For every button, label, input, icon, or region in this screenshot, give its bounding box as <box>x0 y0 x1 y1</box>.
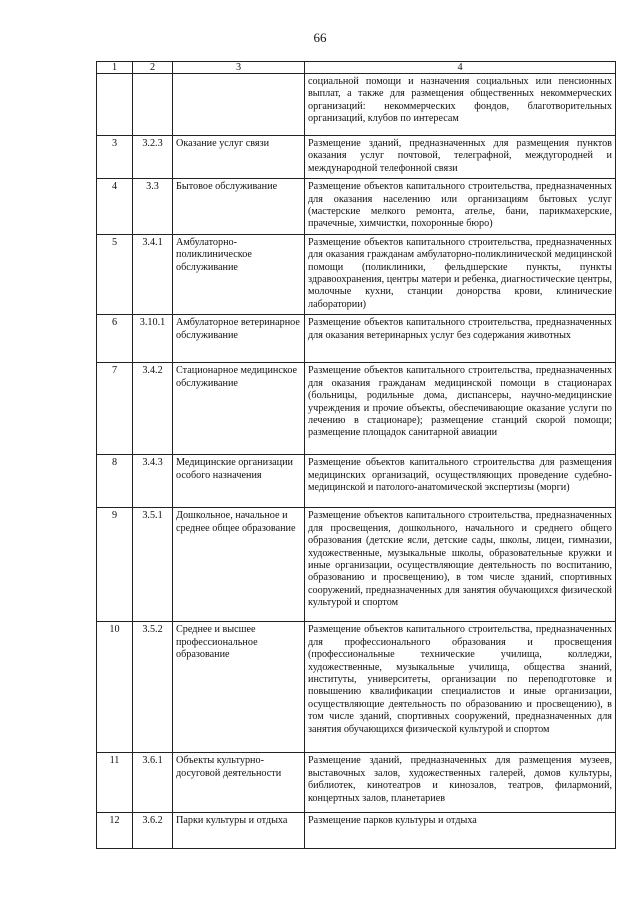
row-name: Бытовое обслуживание <box>173 179 305 235</box>
table-row <box>97 315 616 363</box>
row-code: 3.4.2 <box>133 363 173 455</box>
row-code: 3.3 <box>133 179 173 235</box>
row-description: Размещение объектов капитального строительства, предназначенных для оказания гражданам амбулаторно-поликлинической медицинской помощи (поликлиники, фельдшерские пункты, пункты здравоохранения, центры матери и ребенка, диагностические центры, молочные кухни, станции донорства крови, клинические лаборатории) <box>305 234 616 314</box>
row-description: Размещение объектов капитального строительства, предназначенных для профессионального образования и просвещения (профессиональные технические училища, колледжи, художественные, музыкальные училища, общества знаний, институты, университеты, организации по переподготовке и повышению квалификации специалистов и иные организации, осуществляющие деятельность по образованию и просвещению), в том числе зданий, спортивных сооружений, предназначенных для занятия обучающихся физической культурой и спортом <box>305 622 616 753</box>
row-code: 3.5.2 <box>133 622 173 753</box>
table-row <box>97 622 616 753</box>
table-row <box>97 136 616 179</box>
table-row <box>97 753 616 813</box>
header-cell: 1 <box>97 62 133 74</box>
header-cell: 3 <box>173 62 305 74</box>
row-name: Медицинские организации особого назначения <box>173 455 305 508</box>
row-code: 3.6.2 <box>133 813 173 849</box>
row-name: Объекты культурно-досуговой деятельности <box>173 753 305 813</box>
header-cell: 4 <box>305 62 616 74</box>
row-name: Амбулаторное ветеринарное обслуживание <box>173 315 305 363</box>
row-number: 12 <box>97 813 133 849</box>
land-use-table <box>96 61 616 849</box>
row-description: Размещение объектов капитального строительства, предназначенных для оказания гражданам медицинской помощи в стационарах (больницы, родильные дома, диспансеры, научно-медицинские учреждения и прочие объекты, обеспечивающие оказание услуги по лечению в стационаре); размещение станций скорой помощи; размещение площадок санитарной авиации <box>305 363 616 455</box>
row-description: Размещение объектов капитального строительства для размещения медицинских организаций, осуществляющих проведение судебно-медицинской и патолого-анатомической экспертизы (морги) <box>305 455 616 508</box>
row-description: Размещение зданий, предназначенных для размещения пунктов оказания услуг почтовой, телеграфной, междугородней и международной телефонной связи <box>305 136 616 179</box>
table-row <box>97 363 616 455</box>
row-description: Размещение парков культуры и отдыха <box>305 813 616 849</box>
row-name: Дошкольное, начальное и среднее общее образование <box>173 508 305 622</box>
row-number: 5 <box>97 234 133 314</box>
table-row <box>97 74 616 136</box>
row-number: 10 <box>97 622 133 753</box>
page-number: 66 <box>313 30 327 45</box>
table-row <box>97 179 616 235</box>
row-name: Среднее и высшее профессиональное образование <box>173 622 305 753</box>
row-description: Размещение объектов капитального строительства, предназначенных для просвещения, дошкольного, начального и среднего общего образования (детские ясли, детские сады, школы, лицеи, гимназии, художественные, музыкальные школы, образовательные кружки и иные организации, осуществляющие деятельность по воспитанию, образованию и просвещению), в том числе зданий, спортивных сооружений, предназначенных для занятия обучающихся физической культурой и спортом <box>305 508 616 622</box>
row-number: 9 <box>97 508 133 622</box>
table-row <box>97 508 616 622</box>
row-code <box>133 74 173 136</box>
row-code: 3.6.1 <box>133 753 173 813</box>
header-cell: 2 <box>133 62 173 74</box>
row-name <box>173 74 305 136</box>
row-description: Размещение зданий, предназначенных для размещения музеев, выставочных залов, художественных галерей, домов культуры, библиотек, кинотеатров и кинозалов, театров, филармоний, концертных залов, планетариев <box>305 753 616 813</box>
row-name: Оказание услуг связи <box>173 136 305 179</box>
row-description: Размещение объектов капитального строительства, предназначенных для оказания населению или организациям бытовых услуг (мастерские мелкого ремонта, ателье, бани, парикмахерские, прачечные, химчистки, похоронные бюро) <box>305 179 616 235</box>
row-code: 3.4.3 <box>133 455 173 508</box>
row-number: 8 <box>97 455 133 508</box>
row-code: 3.5.1 <box>133 508 173 622</box>
row-name: Стационарное медицинское обслуживание <box>173 363 305 455</box>
row-code: 3.10.1 <box>133 315 173 363</box>
row-number: 7 <box>97 363 133 455</box>
row-number <box>97 74 133 136</box>
table-row <box>97 455 616 508</box>
row-name: Амбулаторно-поликлиническое обслуживание <box>173 234 305 314</box>
row-description: Размещение объектов капитального строительства, предназначенных для оказания ветеринарных услуг без содержания животных <box>305 315 616 363</box>
row-number: 3 <box>97 136 133 179</box>
table-row <box>97 234 616 314</box>
header-row <box>97 62 616 74</box>
row-name: Парки культуры и отдыха <box>173 813 305 849</box>
row-code: 3.4.1 <box>133 234 173 314</box>
row-number: 11 <box>97 753 133 813</box>
row-code: 3.2.3 <box>133 136 173 179</box>
row-number: 6 <box>97 315 133 363</box>
row-description: социальной помощи и назначения социальных или пенсионных выплат, а также для размещения общественных некоммерческих организаций: некоммерческих фондов, благотворительных организаций, клубов по интересам <box>305 74 616 136</box>
row-number: 4 <box>97 179 133 235</box>
table-row <box>97 813 616 849</box>
